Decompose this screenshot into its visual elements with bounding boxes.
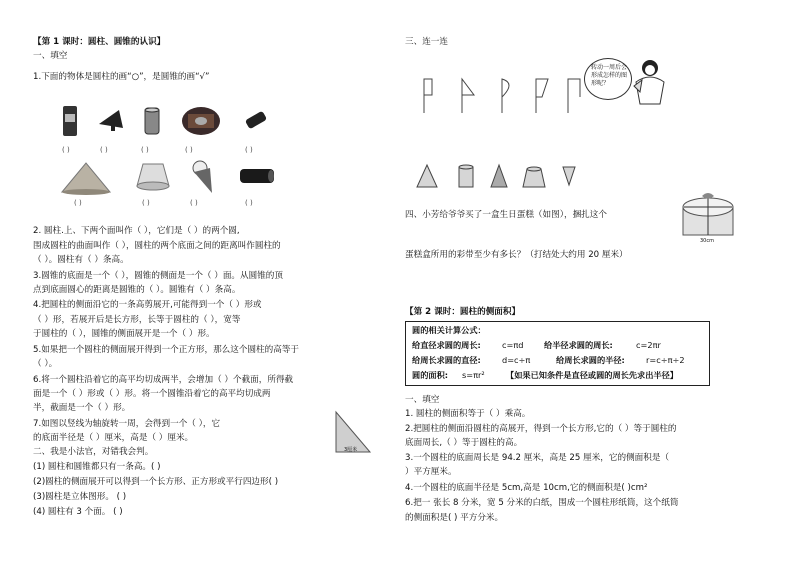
question-3-line-1: 3.圆锥的底面是一个（ ），圆锥的侧面是一个（ ）面。从圆锥的顶: [33, 271, 283, 281]
formula-diameter: d=c÷π: [502, 355, 531, 365]
tin-can-image: [60, 104, 80, 138]
paper-roll-image: [142, 106, 162, 136]
formula-circumference-diameter-label: 给直径求圆的周长:: [412, 340, 481, 350]
straw-hat-image: [60, 160, 112, 196]
practice-1: 1. 圆柱的侧面积等于（ ）乘高。: [405, 409, 531, 419]
question-4-line-2: （ ）形，若展开后是长方形，长等于圆柱的（ ），宽等: [33, 315, 241, 325]
practice-3-line-1: 3.一个圆柱的底面周长是 94.2 厘米，高是 25 厘米，它的侧面积是（: [405, 453, 670, 463]
question-4-line-3: 于圆柱的（ ），圆锥的侧面展开是一个（ ）形。: [33, 329, 215, 339]
bubble-line-3: 形呢？: [591, 80, 610, 87]
question-4-line-1: 4.把圆柱的侧面沿它的一条高剪展开,可能得到一个（ ）形或: [33, 300, 262, 310]
question-1: 1.下面的物体是圆柱的画“○”，是圆锥的画“√”: [33, 72, 210, 82]
judge-item-4: (4) 圆柱有 3 个面。 ( ): [33, 507, 123, 517]
question-2-line-1: 2. 圆柱.上、下两个面叫作（ ），它们是（ ）的两个圆,: [33, 226, 240, 236]
answer-blank[interactable]: ( ): [100, 146, 108, 154]
log-image: [238, 164, 276, 188]
solid-shapes-row: [415, 163, 585, 189]
question-6-line-1: 6.将一个圆柱沿着它的高平均切成两半，会增加（ ）个截面，所得截: [33, 375, 294, 385]
judge-item-3: (3)圆柱是立体图形。 ( ): [33, 492, 127, 502]
question-4-cake-line-1: 四、小芳给爷爷买了一盒生日蛋糕（如图），捆扎这个: [405, 210, 607, 220]
drum-image: [180, 104, 222, 138]
answer-blank[interactable]: ( ): [142, 199, 150, 207]
bubble-line-1: 转动一周后会: [591, 64, 628, 71]
formula-circumference-radius-label: 给半径求圆的周长:: [544, 340, 613, 350]
question-4-cake-line-2: 蛋糕盒所用的彩带至少有多长？（打结处大约用 20 厘米）: [405, 250, 628, 260]
question-7-line-1: 7.如图以竖线为轴旋转一周，会得到一个（ ），它: [33, 419, 221, 429]
formula-area: s=πr²: [462, 370, 485, 380]
formula-title: 圆的相关计算公式：: [412, 325, 486, 335]
formula-note: 【如果已知条件是直径或圆的周长先求出半径】: [506, 370, 678, 380]
formula-circumference-radius: c=2πr: [636, 340, 661, 350]
ice-cream-cone-image: [190, 160, 216, 196]
battery-image: [244, 109, 272, 131]
circle-formula-box: [405, 321, 710, 386]
formula-circumference-diameter: c=πd: [502, 340, 524, 350]
answer-blank[interactable]: ( ): [190, 199, 198, 207]
angel-character-image: [632, 56, 666, 110]
section-fill-heading: 一、填空: [33, 51, 68, 61]
formula-area-label: 圆的面积:: [412, 370, 449, 380]
question-7-line-2: 的底面半径是（ ）厘米，高是（ ）厘米。: [33, 433, 194, 443]
formula-diameter-label: 给周长求圆的直径:: [412, 355, 481, 365]
practice-6-line-1: 6.把一 张长 8 分米，宽 5 分米的白纸，围成一个圆柱形纸筒，这个纸筒: [405, 498, 679, 508]
answer-blank[interactable]: ( ): [62, 146, 70, 154]
practice-2-line-1: 2.把圆柱的侧面沿圆柱的高展开，得到一个长方形,它的（ ）等于圆柱的: [405, 424, 677, 434]
practice-4: 4.一个圆柱的底面半径是 5cm,高是 10cm,它的侧面积是( )cm²: [405, 483, 648, 493]
section-judge-heading: 二、我是小法官，对错我会判。: [33, 447, 154, 457]
question-5-line-1: 5.如果把一个圆柱的侧面展开得到一个正方形，那么这个圆柱的高等于: [33, 345, 300, 355]
judge-item-2: (2)圆柱的侧面展开可以得到一个长方形、正方形或平行四边形( ): [33, 477, 279, 487]
answer-blank[interactable]: ( ): [245, 146, 253, 154]
cake-box-diameter-label: 30cm: [700, 238, 714, 244]
answer-blank[interactable]: ( ): [245, 199, 253, 207]
answer-blank[interactable]: ( ): [74, 199, 82, 207]
question-5-line-2: （ ）。: [33, 359, 58, 369]
answer-blank[interactable]: ( ): [185, 146, 193, 154]
answer-blank[interactable]: ( ): [141, 146, 149, 154]
lesson1-title: 【第 1 课时：圆柱、圆锥的认识】: [33, 37, 166, 47]
question-2-line-2: 围成圆柱的曲面叫作（ ），圆柱的两个底面之间的距离叫作圆柱的: [33, 241, 281, 251]
bubble-line-2: 形成怎样的图: [591, 72, 628, 79]
section-match-heading: 三、连一连: [405, 37, 448, 47]
lesson2-title: 【第 2 课时：圆柱的侧面积】: [405, 307, 521, 317]
practice-6-line-2: 的侧面积是( ) 平方分米。: [405, 513, 504, 523]
question-6-line-3: 半，截面是一个（ ）形。: [33, 403, 131, 413]
rotating-shapes-row: [418, 75, 588, 115]
funnel-image: [97, 108, 125, 132]
question-2-line-3: （ ）。圆柱有（ ）条高。: [33, 255, 129, 265]
question-3-line-2: 点到底面圆心的距离是圆锥的（ ）。圆锥有（ ）条高。: [33, 285, 241, 295]
formula-radius-label: 给周长求圆的半径:: [556, 355, 625, 365]
formula-radius: r=c÷π÷2: [646, 355, 685, 365]
question-6-line-2: 面是一个（ ）形或（ ）形。将一个圆锥沿着它的高平均切成两: [33, 389, 271, 399]
judge-item-1: (1) 圆柱和圆锥都只有一条高。( ): [33, 462, 161, 472]
section-fill-2-heading: 一、填空: [405, 395, 440, 405]
lamp-shade-image: [135, 160, 171, 192]
triangle-base-label: 3厘米: [344, 447, 358, 453]
practice-2-line-2: 底面周长,（ ）等于圆柱的高。: [405, 438, 523, 448]
practice-3-line-2: ）平方厘米。: [405, 467, 457, 477]
